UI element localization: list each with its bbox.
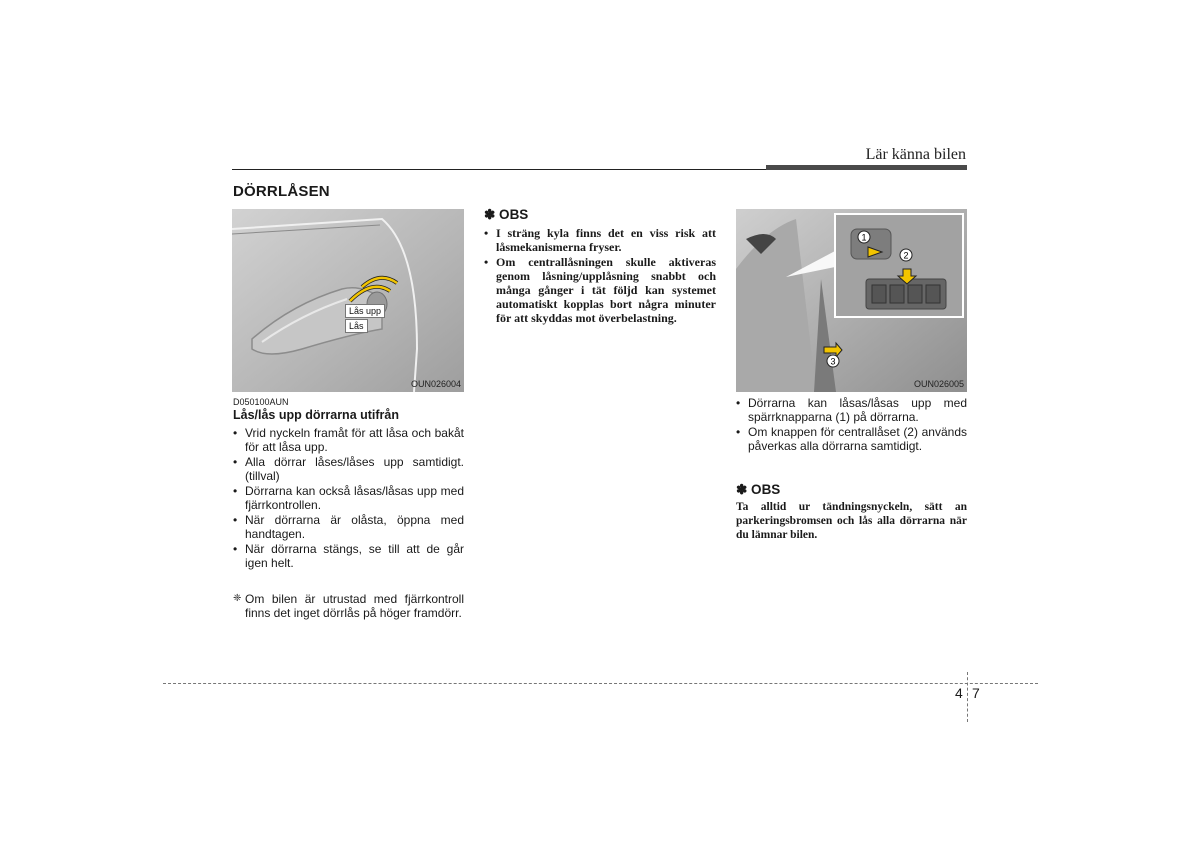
header-title: Lär känna bilen xyxy=(865,146,966,163)
obs-heading: ✽ OBS xyxy=(736,482,781,497)
figure-code: OUN026005 xyxy=(913,379,964,389)
list-item: • Dörrarna kan låsas/låsas upp med spärrknapparna (1) på dörrarna. xyxy=(736,396,967,424)
label-unlock: Lås upp xyxy=(345,304,385,318)
note-text: Om bilen är utrustad med fjärrkontroll finns det inget dörrlås på höger framdörr. xyxy=(245,592,464,620)
list-item: • När dörrarna är olåsta, öppna med handtagen. xyxy=(233,513,464,541)
note-marker: ❈ xyxy=(233,593,242,604)
obs-heading: ✽ OBS xyxy=(484,207,529,222)
figure-code: OUN026004 xyxy=(410,379,461,389)
list-item: • Om centrallåsningen skulle aktiveras genom låsning/upplåsning snabbt och många gånger i tät följd kan systemet automatiskt kopplas bort några minuter för att skyddas mot överbelastning. xyxy=(484,255,716,325)
left-bullet-list xyxy=(233,426,464,571)
list-item: • När dörrarna stängs, se till att de går igen helt. xyxy=(233,542,464,570)
header-bar xyxy=(766,165,967,170)
marker-1: 1 xyxy=(861,232,867,243)
reference-code: D050100AUN xyxy=(233,397,289,407)
list-item: • Alla dörrar låses/låses upp samtidigt. (tillval) xyxy=(233,455,464,483)
door-handle-illustration xyxy=(232,209,464,392)
list-item: • Om knappen för centrallåset (2) används påverkas alla dörrarna samtidigt. xyxy=(736,425,967,453)
remote-note xyxy=(233,592,464,620)
section-title: DÖRRLÅSEN xyxy=(233,183,330,200)
door-handle-drawing xyxy=(232,209,464,392)
list-item: • I sträng kyla finns det en viss risk att låsmekanismerna fryser. xyxy=(484,226,716,254)
obs-bullet-list xyxy=(484,226,716,326)
footer-rule xyxy=(163,683,1038,684)
marker-3: 3 xyxy=(830,356,836,367)
obs-text: Ta alltid ur tändningsnyckeln, sätt an parkeringsbromsen och lås alla dörrarna när du lämnar bilen. xyxy=(736,501,967,541)
door-interior-drawing xyxy=(736,209,967,392)
label-lock: Lås xyxy=(345,319,368,333)
list-item: • Vrid nyckeln framåt för att låsa och bakåt för att låsa upp. xyxy=(233,426,464,454)
footer-divider xyxy=(967,672,968,722)
right-bullet-list xyxy=(736,396,967,454)
marker-2: 2 xyxy=(903,250,909,261)
door-lock-buttons-illustration xyxy=(736,209,967,392)
page-number: 7 xyxy=(972,685,980,701)
list-item: • Dörrarna kan också låsas/låsas upp med fjärrkontrollen. xyxy=(233,484,464,512)
chapter-number: 4 xyxy=(955,685,963,701)
subsection-title: Lås/lås upp dörrarna utifrån xyxy=(233,408,400,422)
